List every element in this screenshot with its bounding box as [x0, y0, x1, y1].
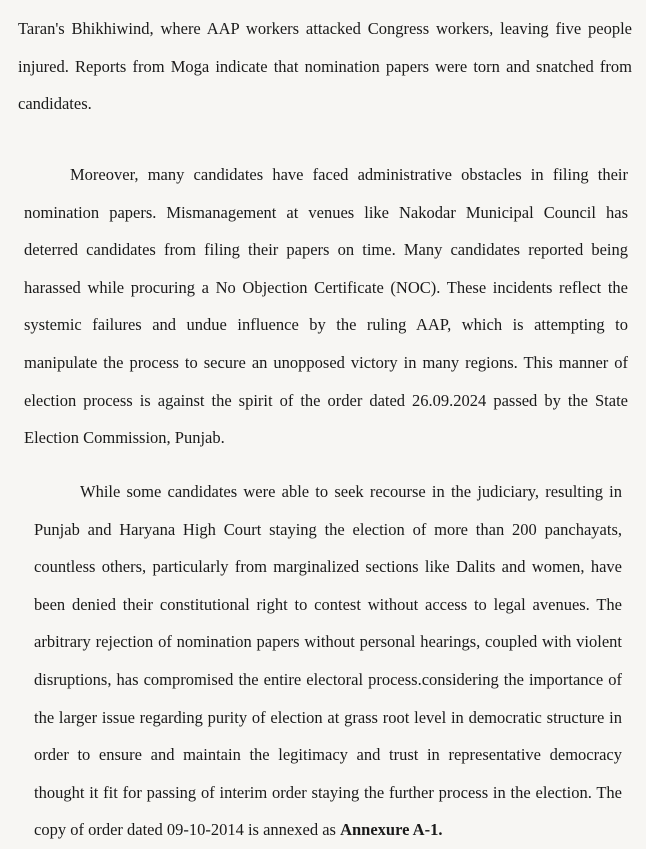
text-line: thought it fit for passing of interim order staying the further process in the election. The [34, 782, 622, 802]
paragraph-1 [18, 10, 632, 123]
paragraph-3 [34, 473, 622, 849]
text-line: systemic failures and undue influence by the ruling AAP, which is attempting to [24, 315, 628, 335]
text-line: Moreover, many candidates have faced administrative obstacles in filing their [70, 165, 628, 184]
text-line: the larger issue regarding purity of election at grass root level in democratic structure in [34, 707, 622, 727]
text-line: arbitrary rejection of nomination papers without personal hearings, coupled with violent [34, 632, 622, 652]
text-line: election process is against the spirit of the order dated 26.09.2024 passed by the State [24, 390, 628, 410]
text-line: injured. Reports from Moga indicate that nomination papers were torn and snatched from [18, 56, 632, 76]
paragraph-2 [24, 156, 628, 457]
annexure-reference: Annexure A-1. [340, 820, 443, 840]
text-line-annexure [34, 811, 622, 849]
text-line: nomination papers. Mismanagement at venues like Nakodar Municipal Council has [24, 202, 628, 222]
text-line: manipulate the process to secure an unopposed victory in many regions. This manner of [24, 352, 628, 372]
text-line: harassed while procuring a No Objection Certificate (NOC). These incidents reflect the [24, 277, 628, 297]
text-line: Taran's Bhikhiwind, where AAP workers attacked Congress workers, leaving five people [18, 19, 632, 38]
text-line: countless others, particularly from marginalized sections like Dalits and women, have [34, 557, 622, 577]
text-line: candidates. [18, 94, 92, 114]
text-line: been denied their constitutional right to contest without access to legal avenues. The [34, 594, 622, 614]
text-line: Election Commission, Punjab. [24, 428, 225, 448]
text-line: Punjab and Haryana High Court staying the election of more than 200 panchayats, [34, 519, 622, 539]
text-line: deterred candidates from filing their papers on time. Many candidates reported being [24, 240, 628, 260]
text-line: order to ensure and maintain the legitimacy and trust in representative democracy [34, 745, 622, 765]
annexure-sentence: copy of order dated 09-10-2014 is annexed as [34, 820, 341, 840]
text-line: disruptions, has compromised the entire electoral process.considering the importance of [34, 669, 622, 689]
text-line: While some candidates were able to seek recourse in the judiciary, resulting in [80, 482, 622, 501]
